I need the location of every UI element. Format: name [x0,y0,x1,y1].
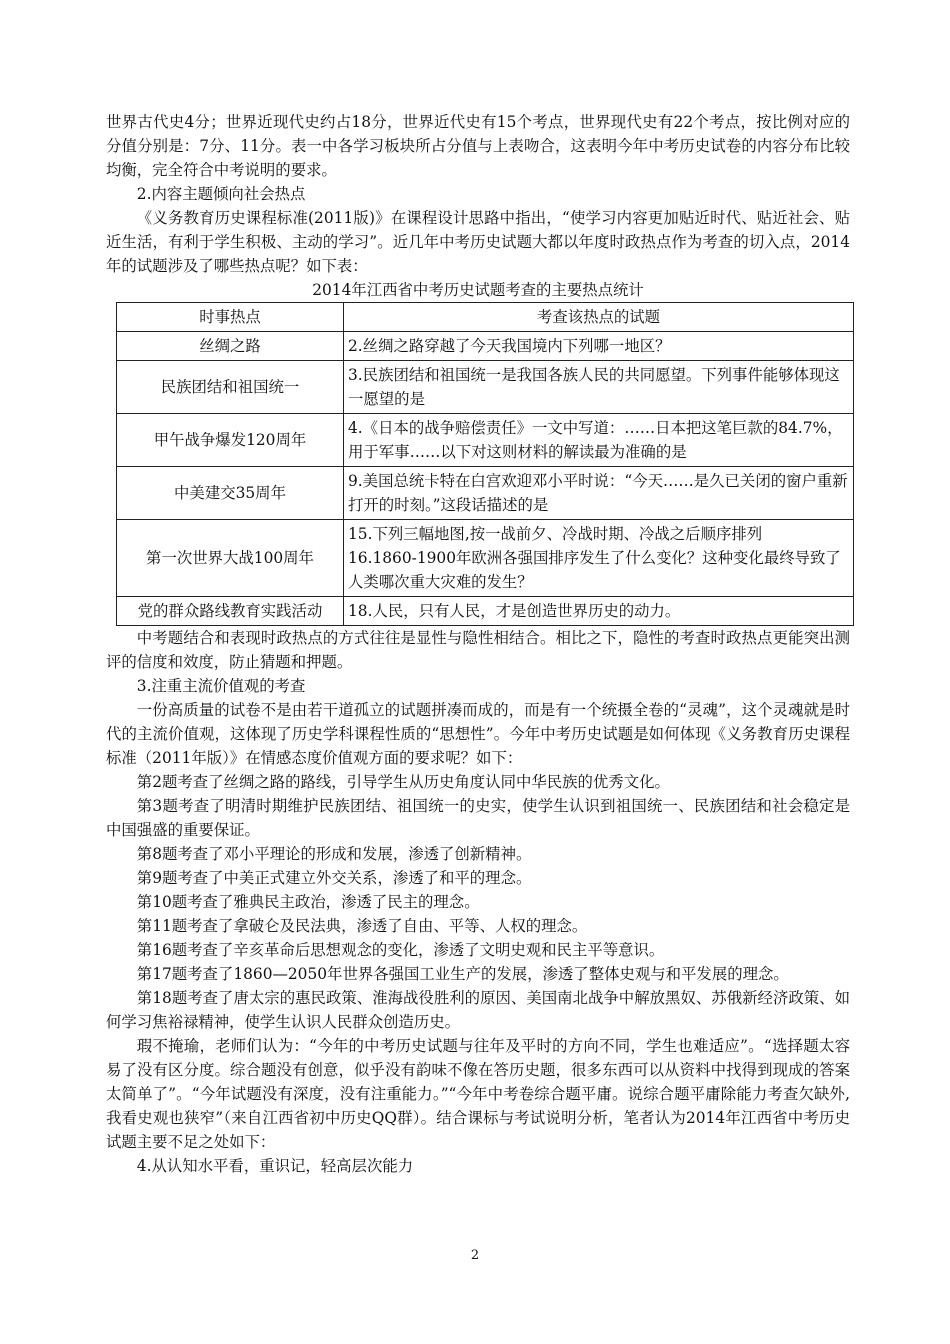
list-item: 第18题考查了唐太宗的惠民政策、淮海战役胜利的原因、美国南北战争中解放黑奴、苏俄新经济政策、如何学习焦裕禄精神，使学生认识人民群众创造历史。 [106,989,850,1031]
topic-cell: 丝绸之路 [117,332,344,361]
list-item: 第16题考查了辛亥革命后思想观念的变化，渗透了文明史观和民主平等意识。 [136,941,665,959]
after-table-paragraph: 中考题结合和表现时政热点的方式往往是显性与隐性相结合。相比之下，隐性的考查时政热点更能突出测评的信度和效度，防止猜题和押题。 [106,629,850,671]
question-cell [344,361,854,414]
table-row [117,332,854,361]
header-questions: 考查该热点的试题 [344,303,854,332]
list-item: 第8题考查了邓小平理论的形成和发展，渗透了创新精神。 [136,845,532,863]
section4-heading: 4.从认知水平看，重识记，轻高层次能力 [136,1157,414,1175]
table-row [117,414,854,467]
question-line: 18.人民，只有人民，才是创造世界历史的动力。 [348,602,681,620]
page-number: 2 [470,1248,480,1263]
question-line: 15.下列三幅地图,按一战前夕、冷战时期、冷战之后顺序排列 [348,525,763,543]
question-line: 4.《日本的战争赔偿责任》一文中写道：……日本把这笔巨款的84.7%，用于军事……以下对这则材料的解读最为准确的是 [348,419,843,461]
list-item: 第10题考查了雅典民主政治，渗透了民主的理念。 [136,893,480,911]
question-cell [344,597,854,626]
question-cell [344,332,854,361]
topic-cell: 第一次世界大战100周年 [117,520,344,597]
list-item: 第2题考查了丝绸之路的路线，引导学生从历史角度认同中华民族的优秀文化。 [136,773,670,791]
question-cell [344,520,854,597]
table-row [117,361,854,414]
topic-cell: 甲午战争爆发120周年 [117,414,344,467]
question-line: 3.民族团结和祖国统一是我国各族人民的共同愿望。下列事件能够体现这一愿望的是 [348,366,840,408]
table-row [117,520,854,597]
table-row [117,467,854,520]
section2-heading: 2.内容主题倾向社会热点 [136,185,306,203]
list-item: 第3题考查了明清时期维护民族团结、祖国统一的史实，使学生认识到祖国统一、民族团结和社会稳定是中国强盛的重要保证。 [106,797,850,839]
question-cell [344,414,854,467]
hotspot-table [116,302,854,626]
table-caption: 2014年江西省中考历史试题考查的主要热点统计 [312,281,644,299]
document-body [106,110,850,1178]
table-header-row [117,303,854,332]
intro-paragraph: 世界古代史4分；世界近现代史约占18分，世界近代史有15个考点，世界现代史有22个考点，按比例对应的分值分别是：7分、11分。表一中各学习板块所占分值与上表吻合，这表明今年中考历史试卷的内容分布比较均衡，完全符合中考说明的要求。 [106,113,850,179]
topic-cell: 中美建交35周年 [117,467,344,520]
list-item: 第11题考查了拿破仑及民法典，渗透了自由、平等、人权的理念。 [136,917,588,935]
question-line: 16.1860-1900年欧洲各强国排序发生了什么变化？这种变化最终导致了人类哪次重大灾难的发生？ [348,549,841,591]
list-item: 第9题考查了中美正式建立外交关系，渗透了和平的理念。 [136,869,532,887]
list-item: 第17题考查了1860—2050年世界各强国工业生产的发展，渗透了整体史观与和平发展的理念。 [136,965,789,983]
critique-paragraph: 瑕不掩瑜，老师们认为：“今年的中考历史试题与往年及平时的方向不同，学生也难适应”。“选择题太容易了没有区分度。综合题没有创意，似乎没有韵味不像在答历史题，很多东西可以从资料中找得到现成的答案太简单了”。“今年试题没有深度，没有注重能力。”“今年中考卷综合题平庸。说综合题平庸除能力考查欠缺外,我看史观也狭窄”（来自江西省初中历史QQ群）。结合课标与考试说明分析，笔者认为2014年江西省中考历史试题主要不足之处如下： [106,1037,850,1151]
question-line: 2.丝绸之路穿越了今天我国境内下列哪一地区？ [348,337,671,355]
header-topic: 时事热点 [117,303,344,332]
section3-heading: 3.注重主流价值观的考查 [136,677,306,695]
table-row [117,597,854,626]
topic-cell: 民族团结和祖国统一 [117,361,344,414]
question-line: 9.美国总统卡特在白宫欢迎邓小平时说：“今天……是久已关闭的窗户重新打开的时刻。”这段话描述的是 [348,472,848,514]
section2-paragraph: 《义务教育历史课程标准(2011版)》在课程设计思路中指出，“使学习内容更加贴近时代、贴近社会、贴近生活，有利于学生积极、主动的学习”。近几年中考历史试题大都以年度时政热点作为考查的切入点，2014年的试题涉及了哪些热点呢？如下表： [106,209,850,275]
question-cell [344,467,854,520]
section3-paragraph: 一份高质量的试卷不是由若干道孤立的试题拼凑而成的，而是有一个统摄全卷的“灵魂”，这个灵魂就是时代的主流价值观，这体现了历史学科课程性质的“思想性”。今年中考历史试题是如何体现《义务教育历史课程标准（2011年版）》在情感态度价值观方面的要求呢？如下： [106,701,850,767]
topic-cell: 党的群众路线教育实践活动 [117,597,344,626]
